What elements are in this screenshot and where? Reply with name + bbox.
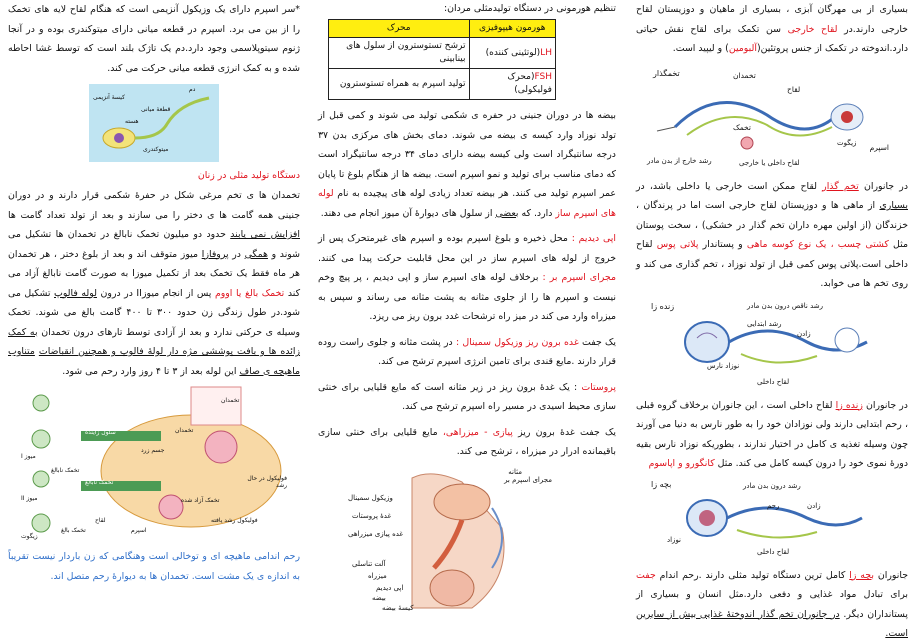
sperm-label-0: کیسهٔ آنزیمی (93, 94, 125, 101)
fig3-label-2: رحم (767, 501, 780, 510)
fig1-label-5: رشد خارج از بدن مادر (647, 156, 712, 165)
fig1-label-6: لقاح داخلی یا خارجی (739, 158, 800, 167)
oogen-label-12: فولیکول در حال رشد (247, 475, 287, 489)
oogen-label-6: اسپرم (131, 527, 147, 534)
oogen-label-2: میوز I (21, 453, 36, 460)
male-fig-label-2: وزیکول سمینال (348, 493, 393, 502)
oogen-label-7: تخمک بالغ (61, 527, 86, 534)
seminal-vesicle-paragraph: یک جفت غده برون ریز وزیکول سمینال : در پشت مثانه و جلوی راست روده قرار دارند .مایع قندی برای تامین انرژی اسپرم ترشح می کند. (318, 336, 617, 367)
bulbourethral-paragraph: یک جفت غدهٔ برون ریز پیازی - میزراهی، مایع قلیایی برای خنثی سازی باقیمانده ادرار در میزراه ، ترشح می کند. (318, 426, 616, 457)
oogen-label-11: جسم زرد (141, 447, 165, 454)
fig3-label-0: بچه زا (651, 479, 672, 489)
fig1-label-4: تخمک (733, 122, 751, 132)
sperm-label-2: قطعهٔ میانی (141, 106, 171, 113)
fig3-label-1: رشد درون بدن مادر (743, 481, 801, 490)
oviparous-paragraph: در جانوران تخم گذار لقاح ممکن است خارجی یا داخلی باشد، در بسیاری از ماهی ها و دوزیستان لقاح خارجی است اما در پرندگان ، خزندگان (از اولین مهره داران تخم گذار در خشکی) ، سخت پوستان مثل کشتی چسب ، یک نوع کوسه ماهی و پستاندار پلاتی پوس لقاح داخلی است.پلاتی پوس کمی قبل از تولد نوزاد ، تخم گذاری می کند و روی تخم ها می خوابد. (636, 180, 908, 289)
uterus-paragraph: رحم اندامی ماهیچه ای و توخالی است وهنگامی که زن باردار نیست تقریباً به اندازه ی یک مشت است. تخمدان ها به دیوارهٔ رحم متصل اند. (8, 551, 300, 582)
left-column (4, 0, 304, 633)
male-fig-label-0: مثانه (508, 467, 522, 476)
sperm-diagram (89, 84, 219, 162)
epididymis-paragraph: اپی دیدیم : محل ذخیره و بلوغ اسپرم بوده و اسپرم های غیرمتحرک پس از خروج از لوله های اسپرم ساز در این محل قابلیت حرکت پیدا می کنند. مجرای اسپرم بر : برخلاف لوله های اسپرم ساز و اپی دیدیم ، پر پیچ وخم نیست و اسپرم ها را از جلوی مثانه به پشت مثانه می رساند و سپس به میزراه وارد می کند در میز راه ترشحات غدد برون ریز می ریزد. (318, 233, 616, 322)
fig2-label-3: زادن (797, 329, 811, 338)
oogen-label-3: تخمک نابالغ (51, 467, 80, 474)
male-fig-label-9: کیسهٔ بیضه (382, 603, 414, 612)
testis-paragraph: بیضه ها در دوران جنینی در حفره ی شکمی تولید می شوند و کمی قبل از تولد نوزاد وارد کیسه ی بیضه می شوند. دمای بخش های مرکزی بدن ۳۷ درجه سانتیگراد است ولی کیسه بیضه دارای دمای ۳۴ درجه سانتیگراد است که دمای مناسب برای تولید و نمو اسپرم است. بیضه ها از هنگام بلوغ تا پایان عمر اسپرم تولید می کنند. هر بیضه تعداد زیادی لوله های پیچیده به نام لوله های اسپرم ساز دارد. که بعضی از سلول های دیوارهٔ آن میوز انجام می دهند. (318, 110, 617, 219)
hormone-title: تنظیم هورمونی در دستگاه تولیدمثلی مردان: (443, 3, 616, 14)
oogen-label-0: سلول زاینده (85, 429, 116, 436)
table-row: FSH(محرک فولیکولی) تولید اسپرم به همراه تستوسترون (329, 69, 556, 100)
male-fig-label-1: مجرای اسپرم بر (504, 475, 552, 484)
male-fig-label-3: غدهٔ پروستات (352, 511, 392, 520)
right-column (632, 0, 912, 639)
sperm-paragraph: *سر اسپرم دارای یک وزیکول آنزیمی است که هنگام لقاح لایه های تخمک را از بین می برد. اسپرم در قطعه میانی دارای میتوکندری بوده و در آنجا ژنوم سیتوپلاسمی وجود دارد.دم یک تاژک بلند است که توسط غشا احاطه شده و به کمک انرژی قطعه میانی حرکت می کند. (8, 4, 300, 74)
female-section-title: دستگاه تولید مثلی در زنان (197, 170, 300, 181)
table-head-effect: محرک (329, 20, 470, 38)
table-head-hormone: هورمون هیپوفیزی (469, 20, 555, 38)
placental-paragraph: جانوران بچه زا کامل ترین دستگاه تولید مثلی دارند .رحم اندام جفت برای تبادل مواد غذایی و دفعی دارد.مثل انسان و بسیاری از پستانداران دیگر. در جانوران تخم گذار اندوختهٔ غذایی بیش از سایرین است. (636, 569, 909, 639)
marsupial-paragraph: در جانوران زنده زا لقاح داخلی است ، این جانوران برخلاف گروه قبلی ، رحم ابتدایی دارند ولی نوزادان خود را به طور نارس به دنیا می آورند چون وسیله تغذیه ی کامل در اختیار ندارند ، بطوریکه نوزاد نارس بقیه دورهٔ نموی خود را درون کیسه کامل می کند. مثل کانگورو و اپاسوم (636, 399, 908, 469)
oogen-label-9: تخمدان (175, 427, 194, 434)
oogen-label-1: تخمک نابالغ (85, 479, 114, 486)
fig2-label-0: زنده زا (651, 301, 675, 311)
fig1-label-2: لقاح (787, 84, 801, 94)
fig3-label-5: لقاح داخلی (757, 547, 790, 556)
oogen-label-14: تخمک آزاد شده (181, 497, 220, 504)
placental-diagram (647, 480, 897, 562)
fig2-label-4: نوزاد نارس (707, 361, 740, 370)
oogen-label-13: فولیکول رشد یافته (211, 517, 258, 524)
male-fig-label-4: غده پیازی میزراهی (348, 529, 404, 538)
fig2-label-5: لقاح داخلی (757, 377, 790, 386)
male-fig-label-6: میزراه (368, 571, 387, 580)
ovary-paragraph: تخمدان ها ی تخم مرغی شکل در حفرهٔ شکمی قرار دارند و در دوران جنینی همه گامت ها ی دختر را می سازند و بعد از تولد تعداد گامت ها افزایش نمی یابند حدود دو میلیون تخمک نابالغ در تخمدان ها تشکیل می شوند و همگی در پروفازI میوز متوقف اند و بعد از بلوغ دختر ، هر تخمدان هر ماه فقط یک تخمک بعد از تکمیل میوزI به صورت گامت نابالغ آزاد می کند تخمک بالغ یا اووم پس از انجام میوزII در درون لوله فالوپ تشکیل می شود.در طول زندگی زن حدود ۳۰۰ تا ۴۰۰ گامت بالغ می شوند. تخمک وسیله ی حرکتی ندارد و بعد از آزادی توسط تارهای درون تخمدان به کمک زائده ها و بافت پوششی مژه دار لولهٔ فالوپ و همچنین انقباضات متناوب ماهیچه ی صاف این لوله بعد از ۳ تا ۴ روز وارد رحم می شود. (8, 190, 301, 377)
viviparous-diagram (647, 300, 897, 392)
middle-column (314, 0, 620, 633)
fig3-label-4: نوزاد (667, 535, 682, 544)
male-anatomy-diagram (342, 468, 592, 614)
sperm-label-4: دم (189, 86, 196, 93)
fig1-label-1: تخمدان (733, 70, 756, 80)
fig2-label-2: رشد ابتدایی (747, 319, 782, 328)
fig1-label-0: تخمگذار (653, 68, 680, 78)
fig1-label-3: اسپرم (869, 142, 889, 152)
table-row: LH(لوتئینی کننده) ترشح تستوسترون از سلول های بینابینی (329, 38, 556, 69)
oviparity-intro-paragraph: بسیاری از بی مهرگان آبزی ، بسیاری از ماهیان و دوزیستان لقاح خارجی دارند.در لقاح خارجی سن تکمک برای لقاح نقش حیاتی دارد.اندوخته در تکمک از جنس پروتئین(آلبومین) و لیپید است. (636, 4, 908, 54)
oogen-label-8: زیگوت (21, 533, 38, 540)
oogen-label-10: تخمدان (221, 397, 240, 404)
male-fig-label-7: اپی دیدیم (376, 583, 404, 592)
fig1-label-7: زیگوت (837, 138, 857, 147)
oogen-label-5: لقاح (95, 517, 106, 524)
male-fig-label-5: آلت تناسلی (352, 559, 386, 568)
sperm-label-3: میتوکندری (143, 146, 169, 153)
hormone-table (328, 19, 556, 100)
oogenesis-diagram (21, 387, 287, 543)
prostate-paragraph: پروستات : یک غدهٔ برون ریز در زیر مثانه است که مایع قلیایی برای خنثی سازی محیط اسیدی در مسیر راه اسپرم ترشح می کند. (318, 381, 617, 412)
sperm-label-1: هسته (125, 118, 139, 125)
fig2-label-1: رشد ناقص درون بدن مادر (747, 301, 823, 310)
oviparous-diagram (647, 65, 897, 173)
male-fig-label-8: بیضه (372, 593, 386, 602)
fig3-label-3: زادن (807, 501, 821, 510)
oogen-label-4: میوز II (21, 495, 38, 502)
